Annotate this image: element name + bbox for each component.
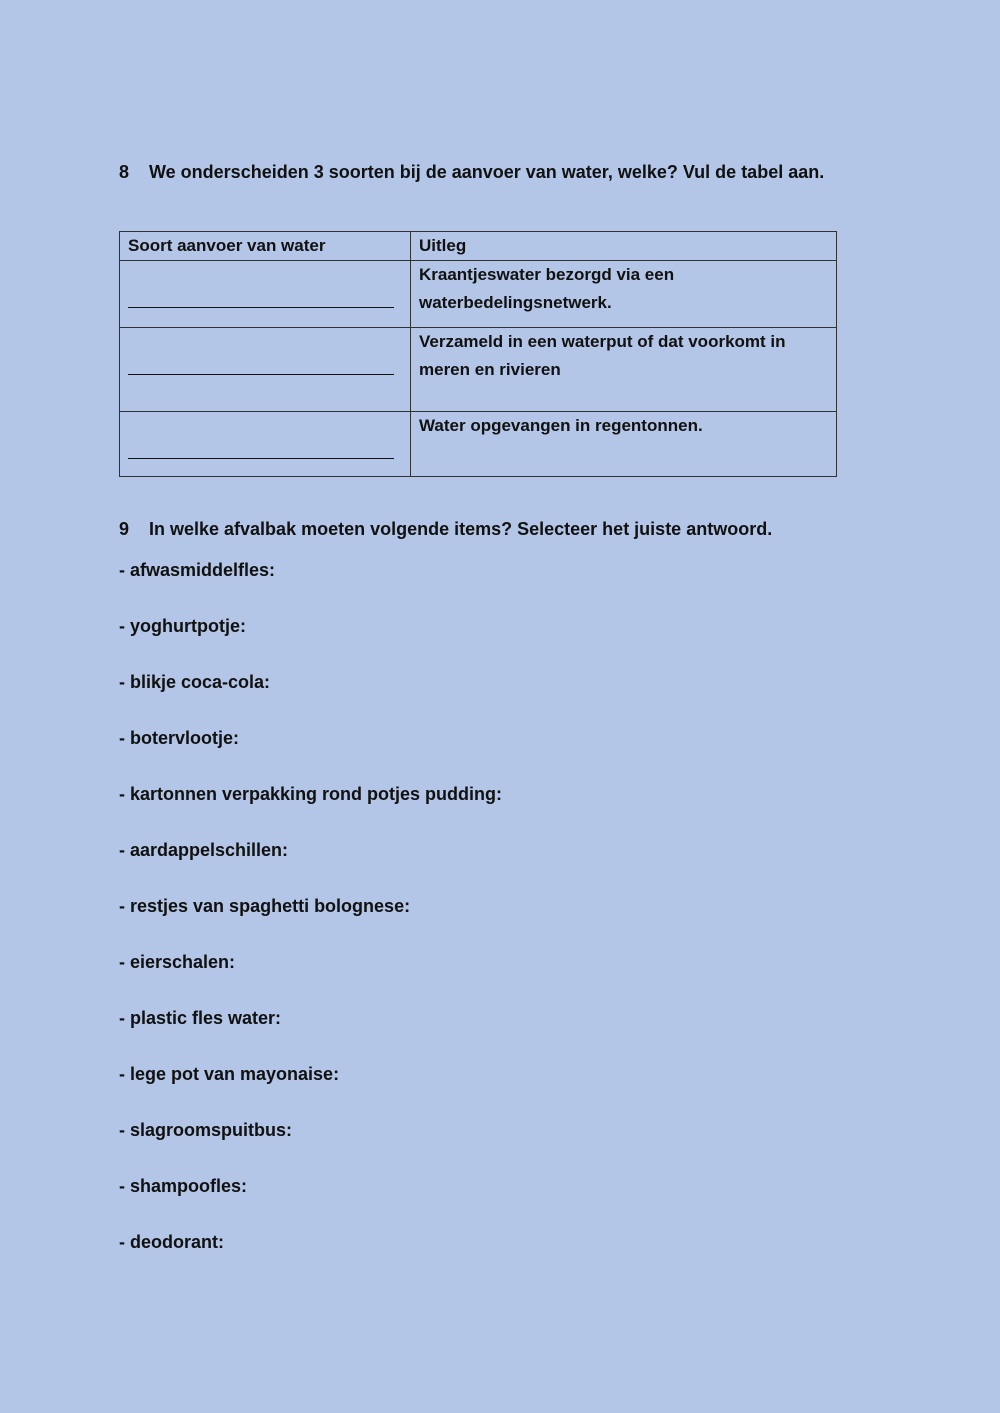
table-header-row: [120, 232, 837, 261]
uitleg-cell-1: Kraantjeswater bezorgd via een waterbedelingsnetwerk.: [411, 261, 837, 328]
list-item: - kartonnen verpakking rond potjes pudding:: [119, 784, 503, 804]
answer-blank-2[interactable]: [128, 374, 394, 375]
header-uitleg: Uitleg: [411, 232, 837, 261]
list-item: - slagroomspuitbus:: [119, 1120, 293, 1140]
list-item: - aardappelschillen:: [119, 840, 289, 860]
table-row: [120, 412, 837, 477]
answer-blank-3[interactable]: [128, 458, 394, 459]
answer-cell-3[interactable]: [120, 412, 411, 477]
table-row: [120, 261, 837, 328]
question-8-text: We onderscheiden 3 soorten bij de aanvoer van water, welke? Vul de tabel aan.: [149, 162, 825, 182]
list-item: - eierschalen:: [119, 952, 236, 972]
waste-items-list: [119, 559, 502, 1287]
list-item: - lege pot van mayonaise:: [119, 1064, 340, 1084]
question-8: [119, 161, 824, 183]
list-item: - plastic fles water:: [119, 1008, 282, 1028]
table-row: [120, 328, 837, 412]
header-soort: Soort aanvoer van water: [120, 232, 411, 261]
list-item: - shampoofles:: [119, 1176, 248, 1196]
uitleg-cell-3: Water opgevangen in regentonnen.: [411, 412, 837, 477]
question-9-number: 9: [119, 519, 130, 539]
question-9: [119, 518, 772, 540]
list-item: - blikje coca-cola:: [119, 672, 271, 692]
question-8-number: 8: [119, 162, 130, 182]
list-item: - restjes van spaghetti bolognese:: [119, 896, 411, 916]
list-item: - yoghurtpotje:: [119, 616, 246, 636]
list-item: - deodorant:: [119, 1232, 224, 1252]
answer-cell-1[interactable]: [120, 261, 411, 328]
uitleg-cell-2: Verzameld in een waterput of dat voorkomt in meren en rivieren: [411, 328, 837, 412]
answer-blank-1[interactable]: [128, 307, 394, 308]
water-supply-table: [119, 231, 837, 477]
list-item: - afwasmiddelfles:: [119, 560, 276, 580]
question-9-text: In welke afvalbak moeten volgende items? Selecteer het juiste antwoord.: [149, 519, 773, 539]
list-item: - botervlootje:: [119, 728, 239, 748]
answer-cell-2[interactable]: [120, 328, 411, 412]
